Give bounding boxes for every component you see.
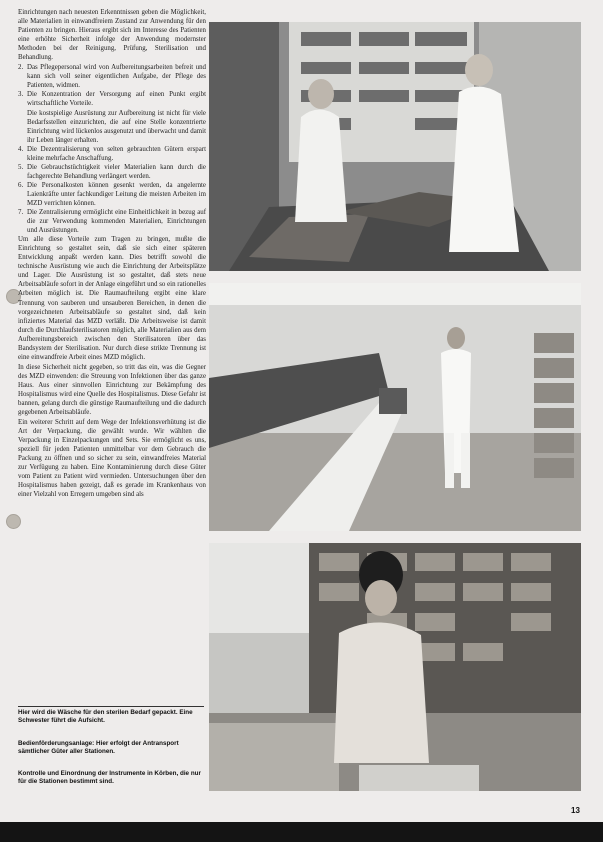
punch-hole-bottom: [6, 514, 21, 529]
photo-laundry-packing: [209, 22, 581, 271]
list-item: 3. Die Konzentration der Versorgung auf einen Punkt ergibt wirtschaftliche Vorteile.: [18, 91, 206, 108]
body-paragraph: In diese Sicherheit nicht gegeben, so tritt das ein, was die Gegner des MZD einwenden: die Streuung von Infektionen über das ganze Haus. Aus einer sinnvollen Einrichtung zur Bekämpfung des Hospitalismus wird eine Quelle des Hospitalismus. Diese Gefahr ist bannen, gelang durch die günstige Raumaufteilung und die dadurch gegebenen Arbeitsabläufe.: [18, 363, 206, 417]
article-text-column: [18, 8, 206, 501]
body-paragraph: Ein weiterer Schritt auf dem Wege der Infektionsverhütung ist die Art der Verpackung, die gewählt wurde. Wir wählten die Verpackung in Einzelpackungen und Sets. Sie ermöglicht es uns, speziell für jeden Patienten unmittelbar vor dem Gebrauch die Packung zu öffnen und so sicher zu sein, einwandfreies Material zur Verfügung zu haben. Eine Kontaminierung durch diese Güter vom Patient zu Patient wird vermieden. Untersuchungen über den Hospitalismus haben gezeigt, daß es gerade im Krankenhaus von einer Vielzahl von Erregern umgeben sind als: [18, 419, 206, 499]
page-number: 13: [571, 806, 580, 815]
instrument-sorting-image: [209, 543, 581, 791]
caption-instruments: Kontrolle und Einordnung der Instrumente in Körben, die nur für die Stationen bestimmt sind.: [18, 770, 201, 786]
photo-captions: [18, 706, 204, 787]
photo-conveyor-room: [209, 283, 581, 531]
list-item: 2. Das Pflegepersonal wird von Aufbereitungsarbeiten befreit und kann sich voll seiner eigentlichen Aufgabe, der Pflege des Patienten, widmen.: [18, 64, 206, 90]
footer-bar: [0, 822, 603, 842]
list-item: 4. Die Dezentralisierung von selten gebrauchten Gütern erspart kleine mehrfache Anschaffung.: [18, 145, 206, 162]
photo-instrument-sorting: [209, 543, 581, 791]
list-item: 7. Die Zentralisierung ermöglicht eine Einheitlichkeit in bezug auf die zur Verwendung kommenden Materialien, Einrichtungen und Ausrüstungen.: [18, 209, 206, 235]
list-item: 6. Die Personalkosten können gesenkt werden, da angelernte Laienkräfte unter fachkundiger Leitung die meisten Arbeiten im MZD verrichten können.: [18, 181, 206, 207]
conveyor-room-image: [209, 283, 581, 531]
body-paragraph: Um alle diese Vorteile zum Tragen zu bringen, mußte die Einrichtung so gestaltet sein, daß sie sich einer späteren Entwicklung anpaßt werden kann. Dies betrifft sowohl die technische Ausrüstung wie auch die Einrichtung der Arbeitsplätze und Lager. Die Ausrüstung ist so gestaltet, daß stets neue Arbeitsabläufe sofort in der Anlage eingeführt und so ein rationelles Arbeiten möglich ist. Die Raumaufteilung ergibt eine klare Trennung von sauberen und unsauberen Bereichen, in denen die vorgezeichneten Arbeitsabläufe so gestaltet sind, daß kein infiziertes Material das MZD verläßt. Die Arbeitsweise ist damit durch die Durchlaufsterilisatoren möglich, alle Materialien aus dem Aufbereitungsbereich zwischen den Sterilisatoren über das Bandsystem der Sterilisation. Nur durch diese strikte Trennung ist eine einwandfreie Arbeit eines MZD möglich.: [18, 236, 206, 361]
caption-divider: [18, 706, 204, 707]
list-item: Die kostspielige Ausrüstung zur Aufbereitung ist nicht für viele Bedarfsstellen einzurichten, die auf eine Stelle konzentrierte Einrichtung wird lückenlos ausgenutzt und überwacht und damit ihr Leben länger erhalten.: [27, 109, 206, 144]
laundry-packing-image: [209, 22, 581, 271]
list-item: 5. Die Gebrauchstüchtigkeit vieler Materialien kann durch die fachgerechte Behandlung verlängert werden.: [18, 163, 206, 180]
caption-laundry: Hier wird die Wäsche für den sterilen Bedarf gepackt. Eine Schwester führt die Aufsicht.: [18, 709, 193, 725]
intro-paragraph: Einrichtungen nach neuesten Erkenntnissen geben die Möglichkeit, alle Materialien in einwandfreiem Zustand zur Anwendung für den Patienten zu bringen. Hieraus ergibt sich im Interesse des Patienten eine erhöhte Sicherheit infolge der Anwendung modernster Methoden bei der Reinigung, Prüfung, Sterilisation und Behandlung.: [18, 9, 206, 62]
caption-conveyor: Bedienförderungsanlage: Hier erfolgt der Antransport sämtlicher Güter aller Stationen.: [18, 739, 179, 755]
